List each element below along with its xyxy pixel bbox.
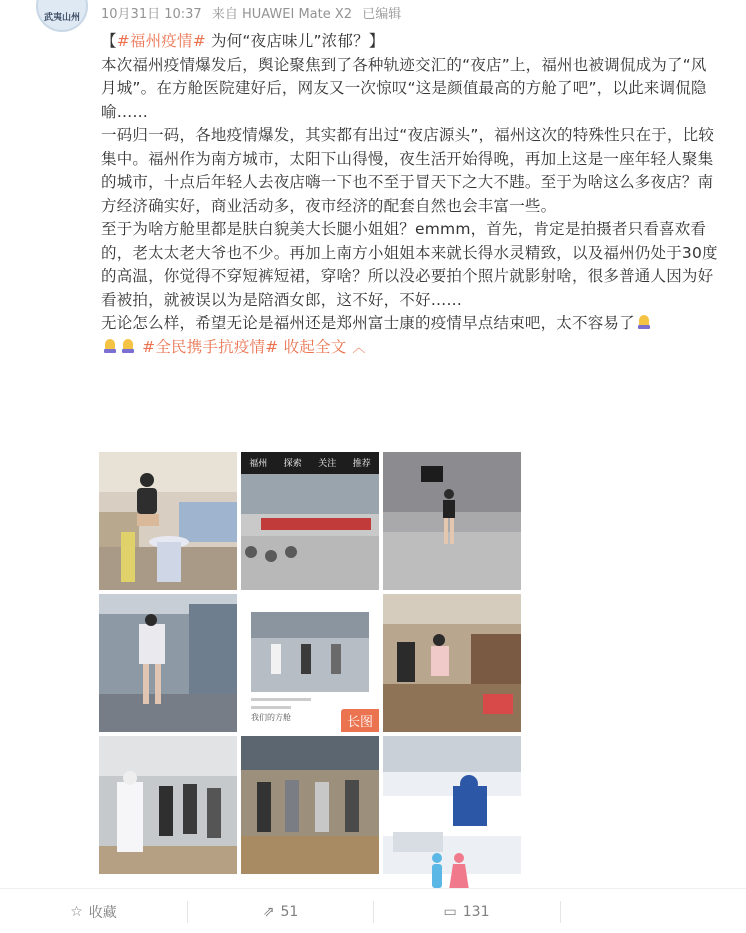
like-button[interactable] [560,889,746,933]
topic-link[interactable]: #福州疫情# [116,32,206,50]
forward-count: 51 [280,903,299,920]
post-paragraph-4-text: 无论怎么样，希望无论是福州还是郑州富士康的疫情早点结束吧，太不容易了 [101,314,635,332]
phone-tab: 推荐 [352,459,371,469]
photo-4[interactable] [99,594,237,732]
post-meta [101,3,407,22]
long-image-badge: 长图 [341,709,379,732]
chevron-up-icon: ︿ [352,340,366,356]
comment-button[interactable] [373,889,560,933]
phone-tab: 探索 [283,459,302,469]
photo-7[interactable] [99,736,237,874]
post-date[interactable]: 10月31日 10:37 [101,7,202,22]
praying-hands-icon [121,338,135,354]
post-paragraph-2: 一码归一码，各地疫情爆发，其实都有出过“夜店源头”，福州这次的特殊性只在于，比较集中。福州作为南方城市，太阳下山得慢，夜生活开始得晚，再加上这是一座年轻人聚集的城市，十点后年轻人去夜店嗨一下也不至于冒天下之大不韪。至于为啥这么多夜店？南方经济确实好，商业活动多，夜市经济的配套自然也会丰富一些。 [101,126,715,215]
praying-hands-icon [637,314,651,330]
post-paragraph-4 [101,312,721,336]
collapse-label: 收起全文 [283,337,347,356]
phone-tab: 关注 [318,459,337,469]
post-headline [101,30,721,54]
photo-3[interactable] [383,452,521,590]
share-icon: ⇗ [262,903,275,920]
photo-2[interactable] [241,452,379,590]
collapse-button[interactable] [284,338,366,356]
photo-1[interactable] [99,452,237,590]
avatar[interactable] [36,0,88,32]
post-paragraph-3: 至于为啥方舱里都是肤白貌美大长腿小姐姐？emmm，首先，肯定是拍摄者只看喜欢看的，老太太老大爷也不少。再加上南方小姐姐本来就长得水灵精致，以及福州仍处于30度的高温，你觉得不穿短裤短裙，穿啥？所以没必要拍个照片就影射啥，很多普通人因为好看被拍，就被误以为是陪酒女郎，这不好，不好…… [101,220,718,309]
headline-text: 为何“夜店味儿”浓郁？】 [205,32,385,50]
phone-caption: 我们的方舱 [251,713,291,722]
photo-long-image[interactable] [241,594,379,732]
photo-8[interactable] [241,736,379,874]
photo-6[interactable] [383,594,521,732]
favorite-label: 收藏 [88,904,117,921]
comment-count: 131 [462,903,490,920]
forward-button[interactable] [187,889,374,933]
favorite-button[interactable] [0,889,187,933]
post-edited[interactable]: 已编辑 [362,7,402,22]
comment-icon: ▭ [443,903,457,920]
headline-bracket: 【 [101,32,117,50]
hashtag-link[interactable]: #全民携手抗疫情# [142,337,279,356]
phone-tab: 福州 [249,459,268,469]
post-body [101,30,721,360]
action-bar [0,888,746,933]
post-paragraph-1: 本次福州疫情爆发后，舆论聚焦到了各种轨迹交汇的“夜店”上，福州也被调侃成为了“风月城”。在方舱医院建好后，网友又一次惊叹“这是颜值最高的方舱了吧”，以此来调侃隐喻…… [101,55,707,121]
phone-tab-bar [241,456,379,469]
post-source: 来自 HUAWEI Mate X2 [211,7,353,22]
avatar-label: 武夷山州 [43,13,80,23]
star-icon: ☆ [70,903,83,920]
post-tag-line [101,336,721,361]
praying-hands-icon [103,338,117,354]
